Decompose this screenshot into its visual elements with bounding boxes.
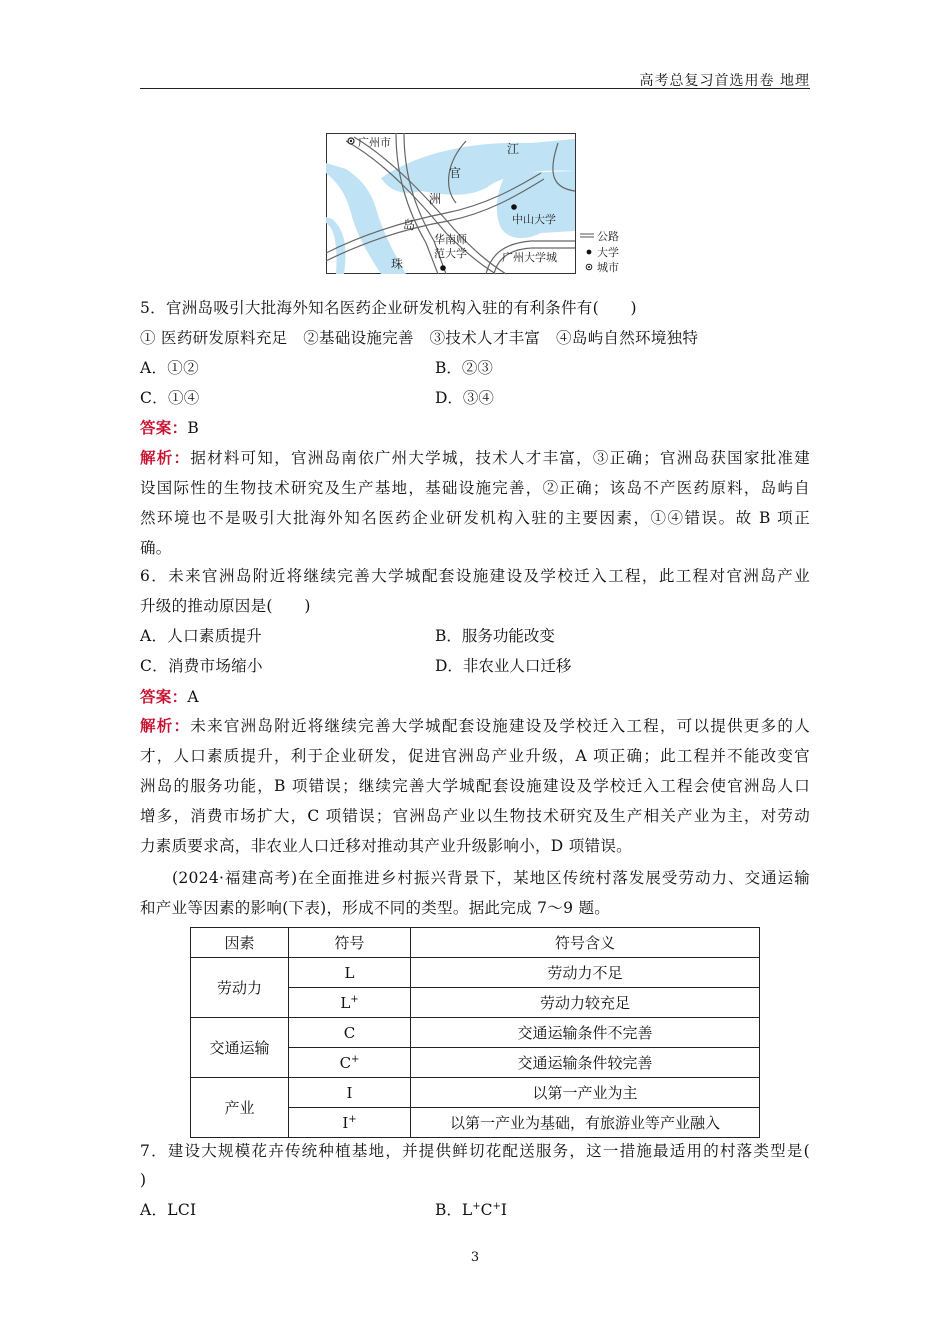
q5-analysis-3: 然环境也不是吸引大批海外知名医药企业研发机构入驻的主要因素，①④错误。故 B 项正 [140, 509, 810, 527]
table-row [191, 958, 760, 988]
q7-option-b: B．L+C+I [435, 1201, 507, 1219]
q6-stem-2: 升级的推动原因是( ) [140, 597, 311, 615]
q6-option-b: B．服务功能改变 [435, 627, 555, 645]
answer-label: 答案： [140, 418, 188, 437]
q5-analysis-2: 设国际性的生物技术研究及生产基地，基础设施完善，②正确；该岛不产医药原料，岛屿自 [140, 479, 810, 497]
symbol-cell: L [289, 958, 411, 988]
q5-answer [140, 418, 810, 438]
sysu-marker [511, 204, 517, 210]
q7-stem-2: ) [140, 1171, 147, 1189]
q6-option-d: D．非农业人口迁移 [435, 657, 572, 675]
q6-analysis-2: 才，人口素质提升，利于企业研发，促进官洲岛产业升级，A 项正确；此工程并不能改变官 [140, 747, 810, 765]
scnu-marker [440, 265, 446, 271]
intro-line-2: 和产业等因素的影响(下表)，形成不同的类型。据此完成 7～9 题。 [140, 899, 611, 917]
header-meaning: 符号含义 [411, 928, 760, 958]
q6-answer [140, 687, 810, 707]
label-dao: 岛 [403, 218, 416, 232]
meaning-cell: 交通运输条件较完善 [411, 1048, 760, 1078]
q5-stem: 5．官洲岛吸引大批海外知名医药企业研发机构入驻的有利条件有( ) [140, 299, 637, 317]
symbol-cell: L+ [289, 988, 411, 1018]
q5-analysis-1 [140, 448, 810, 468]
running-header: 高考总复习首选用卷 地理 [639, 73, 810, 89]
river-band-lower [497, 171, 575, 238]
q5-analysis-4: 确。 [140, 539, 172, 557]
legend-university: 大学 [597, 247, 619, 259]
meaning-cell: 以第一产业为主 [411, 1078, 760, 1108]
answer-value: B [187, 419, 200, 437]
factor-table [190, 927, 760, 1138]
q5-option-a: A．①② [140, 359, 199, 377]
q6-option-c: C．消费市场缩小 [140, 657, 263, 675]
map-legend [580, 230, 619, 274]
label-guan: 官 [449, 166, 462, 180]
label-sysu: 中山大学 [512, 214, 556, 226]
q7-option-a: A．LCI [140, 1201, 197, 1219]
table-header-row [191, 928, 760, 958]
q5-option-b: B．②③ [435, 359, 493, 377]
q7-stem-1: 7．建设大规模花卉传统种植基地，并提供鲜切花配送服务，这一措施最适用的村落类型是( [140, 1142, 810, 1160]
analysis-label: 解析： [140, 716, 191, 735]
guanzhou-island-map [326, 133, 626, 275]
header-rule [140, 88, 810, 89]
label-jiang: 江 [507, 142, 520, 156]
q6-analysis-4: 增多，消费市场扩大，C 项错误；官洲岛产业以生物技术研究及生产相关产业为主，对劳动 [140, 807, 810, 825]
analysis-text: 未来官洲岛附近将继续完善大学城配套设施建设及学校迁入工程，可以提供更多的人 [190, 717, 810, 735]
label-guangzhou: 广州市 [358, 137, 391, 149]
analysis-label: 解析： [140, 448, 191, 467]
page-number: 3 [470, 1250, 480, 1265]
factor-cell: 交通运输 [191, 1018, 289, 1078]
q6-analysis-3: 洲岛的服务功能，B 项错误；继续完善大学城配套设施建设及学校迁入工程会使官洲岛人口 [140, 777, 810, 795]
table-row [191, 1018, 760, 1048]
q5-statements: ① 医药研发原料充足 ②基础设施完善 ③技术人才丰富 ④岛屿自然环境独特 [140, 329, 699, 347]
label-scnu-2: 范大学 [434, 248, 467, 260]
answer-label: 答案： [140, 687, 188, 706]
q5-option-d: D．③④ [435, 389, 494, 407]
symbol-cell: I+ [289, 1108, 411, 1138]
factor-cell: 产业 [191, 1078, 289, 1138]
table-row [191, 1078, 760, 1108]
label-uni-city: 广州大学城 [502, 252, 557, 264]
header-symbol: 符号 [289, 928, 411, 958]
meaning-cell: 以第一产业为基础，有旅游业等产业融入 [411, 1108, 760, 1138]
q6-option-a: A．人口素质提升 [140, 627, 263, 645]
intro-line-1: (2024·福建高考)在全面推进乡村振兴背景下，某地区传统村落发展受劳动力、交通运输 [172, 869, 810, 887]
meaning-cell: 劳动力较充足 [411, 988, 760, 1018]
answer-value: A [187, 688, 199, 706]
meaning-cell: 交通运输条件不完善 [411, 1018, 760, 1048]
q6-analysis-5: 力素质要求高，非农业人口迁移对推动其产业升级影响小，D 项错误。 [140, 837, 632, 855]
header-factor: 因素 [191, 928, 289, 958]
symbol-cell: C [289, 1018, 411, 1048]
analysis-text: 据材料可知，官洲岛南依广州大学城，技术人才丰富，③正确；官洲岛获国家批准建 [190, 449, 810, 467]
factor-cell: 劳动力 [191, 958, 289, 1018]
label-zhou: 洲 [429, 192, 442, 206]
legend-city: 城市 [597, 262, 619, 274]
symbol-cell: I [289, 1078, 411, 1108]
q5-option-c: C．①④ [140, 389, 200, 407]
symbol-cell: C+ [289, 1048, 411, 1078]
q6-analysis-1 [140, 716, 810, 736]
label-zhu: 珠 [391, 257, 404, 271]
label-scnu-1: 华南师 [434, 234, 467, 246]
legend-road: 公路 [597, 231, 619, 243]
q6-stem-1: 6．未来官洲岛附近将继续完善大学城配套设施建设及学校迁入工程，此工程对官洲岛产业 [140, 567, 810, 585]
meaning-cell: 劳动力不足 [411, 958, 760, 988]
